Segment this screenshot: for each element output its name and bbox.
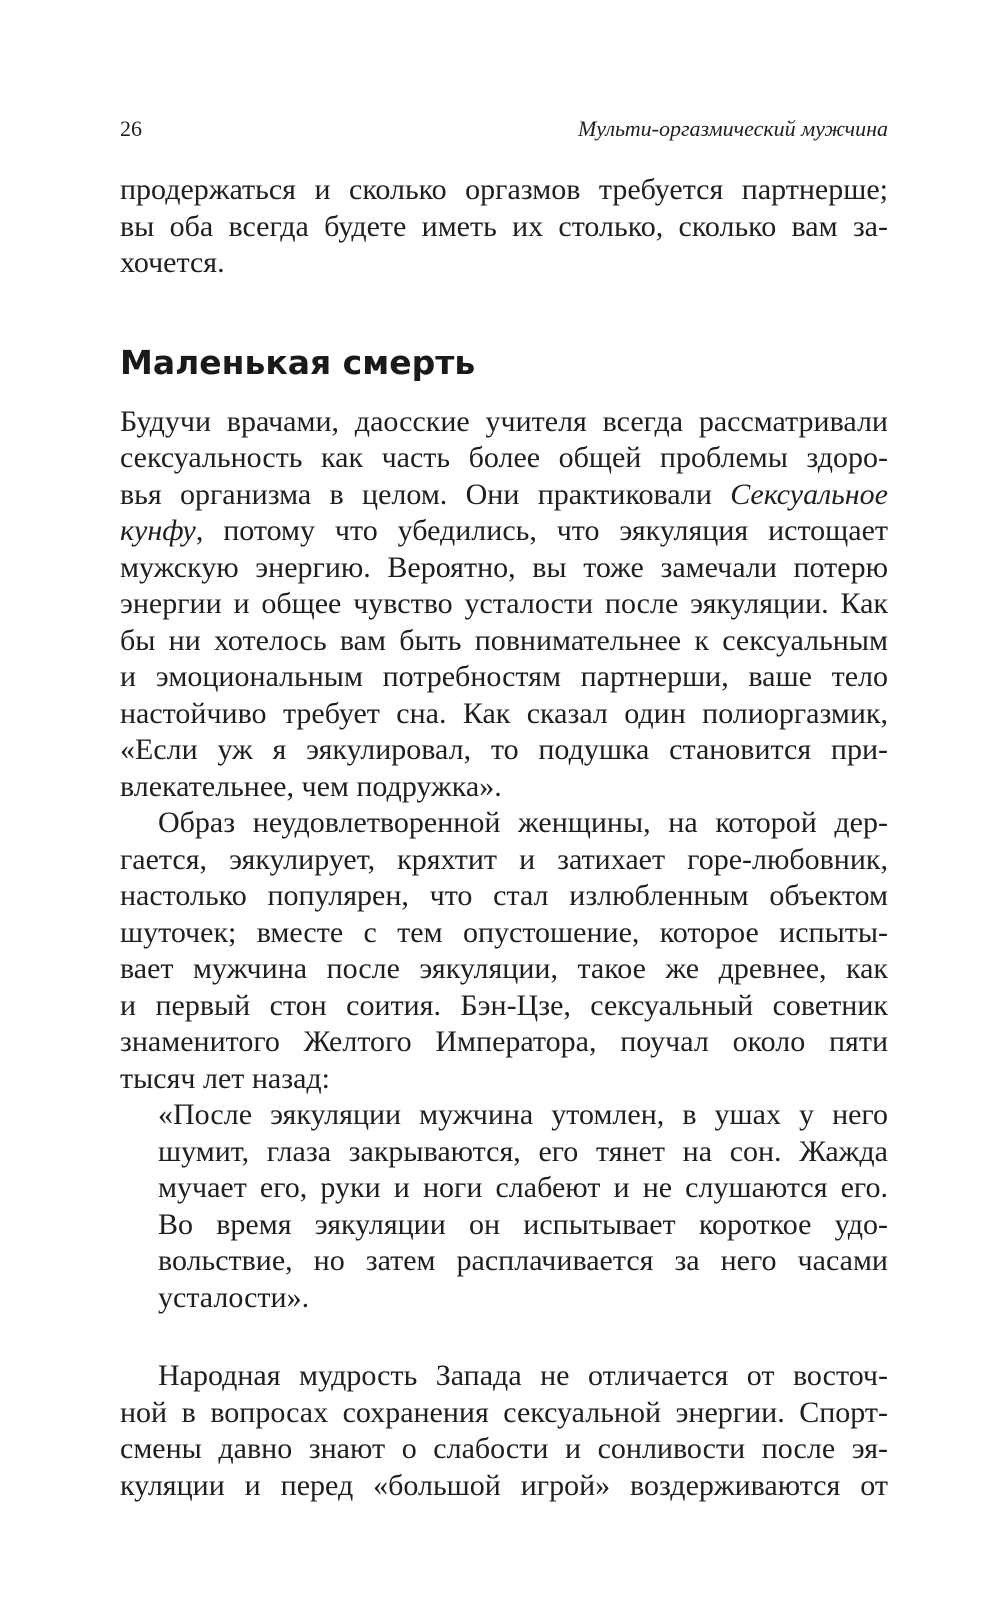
text-line: мужскую энергию. Вероятно, вы тоже замечали потерю [120, 550, 888, 584]
text-line: бы ни хотелось вам быть повнимательнее к сексуальным [120, 623, 888, 657]
text-line: влекательнее, чем подружка». [120, 769, 502, 803]
text-line: и первый стон соития. Бэн-Цзе, сексуальный советник [120, 988, 888, 1022]
text-line: шуточек; вместе с тем опустошение, которое испыты- [120, 915, 888, 949]
text-line [120, 477, 888, 514]
running-head-book-title: Мульти-оргазмический мужчина [577, 116, 888, 141]
paragraph-spacer [120, 1316, 888, 1358]
page-number: 26 [120, 116, 142, 141]
text-line: Народная мудрость Запада не отличается от восточ- [158, 1359, 888, 1392]
text-line: энергии и общее чувство усталости после эякуляции. Как [120, 587, 888, 620]
intro-paragraph [120, 172, 888, 282]
text-line: гается, эякулирует, кряхтит и затихает горе-любовник, [120, 842, 888, 876]
quote-line: шумит, глаза закрываются, его тянет на сон. Жажда [158, 1134, 888, 1168]
quote-line: мучает его, руки и ноги слабеют и не слушаются его. [158, 1171, 888, 1204]
quote-line: усталости». [158, 1280, 310, 1314]
text-line: Образ неудовлетворенной женщины, на которой дер- [158, 806, 888, 839]
italic-term: кунфу [120, 514, 196, 547]
text-line: сексуальность как часть более общей проблемы здоро- [120, 441, 888, 474]
text-line: настолько популярен, что стал излюбленным объектом [120, 879, 888, 912]
text-line: смены давно знают о слабости и сонливости после эя- [120, 1432, 888, 1465]
text-line: вает мужчина после эякуляции, такое же древнее, как [120, 952, 888, 985]
text-line: продержаться и сколько оргазмов требуется партнерше; [120, 173, 888, 206]
paragraph-1 [120, 404, 888, 806]
section-heading: Маленькая смерть [120, 342, 476, 382]
text-line: хочется. [120, 246, 225, 279]
text-line: знаменитого Желтого Императора, поучал около пяти [120, 1025, 888, 1058]
text-fragment: , потому что убедились, что эякуляция истощает [195, 514, 888, 547]
text-line: и эмоциональным потребностям партнерши, ваше тело [120, 660, 888, 693]
text-line [120, 513, 888, 550]
body-text [120, 172, 888, 1504]
italic-term: Сексуальное [730, 477, 888, 511]
paragraph-2 [120, 805, 888, 1097]
text-line: Будучи врачами, даосские учителя всегда рассматривали [120, 404, 888, 438]
text-line: вы оба всегда будете иметь их столько, сколько вам за- [120, 209, 888, 243]
paragraph-3 [120, 1358, 888, 1504]
text-line: «Если уж я эякулировал, то подушка становится при- [120, 733, 888, 766]
quote-line: «После эякуляции мужчина утомлен, в ушах у него [158, 1098, 888, 1131]
text-line: куляции и перед «большой игрой» воздерживаются от [120, 1468, 888, 1502]
quote-line: вольствие, но затем расплачивается за него часами [158, 1244, 888, 1277]
text-line: ной в вопросах сохранения сексуальной энергии. Спорт- [120, 1395, 888, 1429]
text-line: тысяч лет назад: [120, 1061, 330, 1095]
text-fragment: вья организма в целом. Они практиковали [120, 477, 731, 511]
text-line: настойчиво требует сна. Как сказал один полиоргазмик, [120, 696, 888, 730]
block-quote [120, 1097, 888, 1316]
running-head [120, 114, 888, 144]
quote-line: Во время эякуляции он испытывает короткое удо- [158, 1207, 888, 1241]
